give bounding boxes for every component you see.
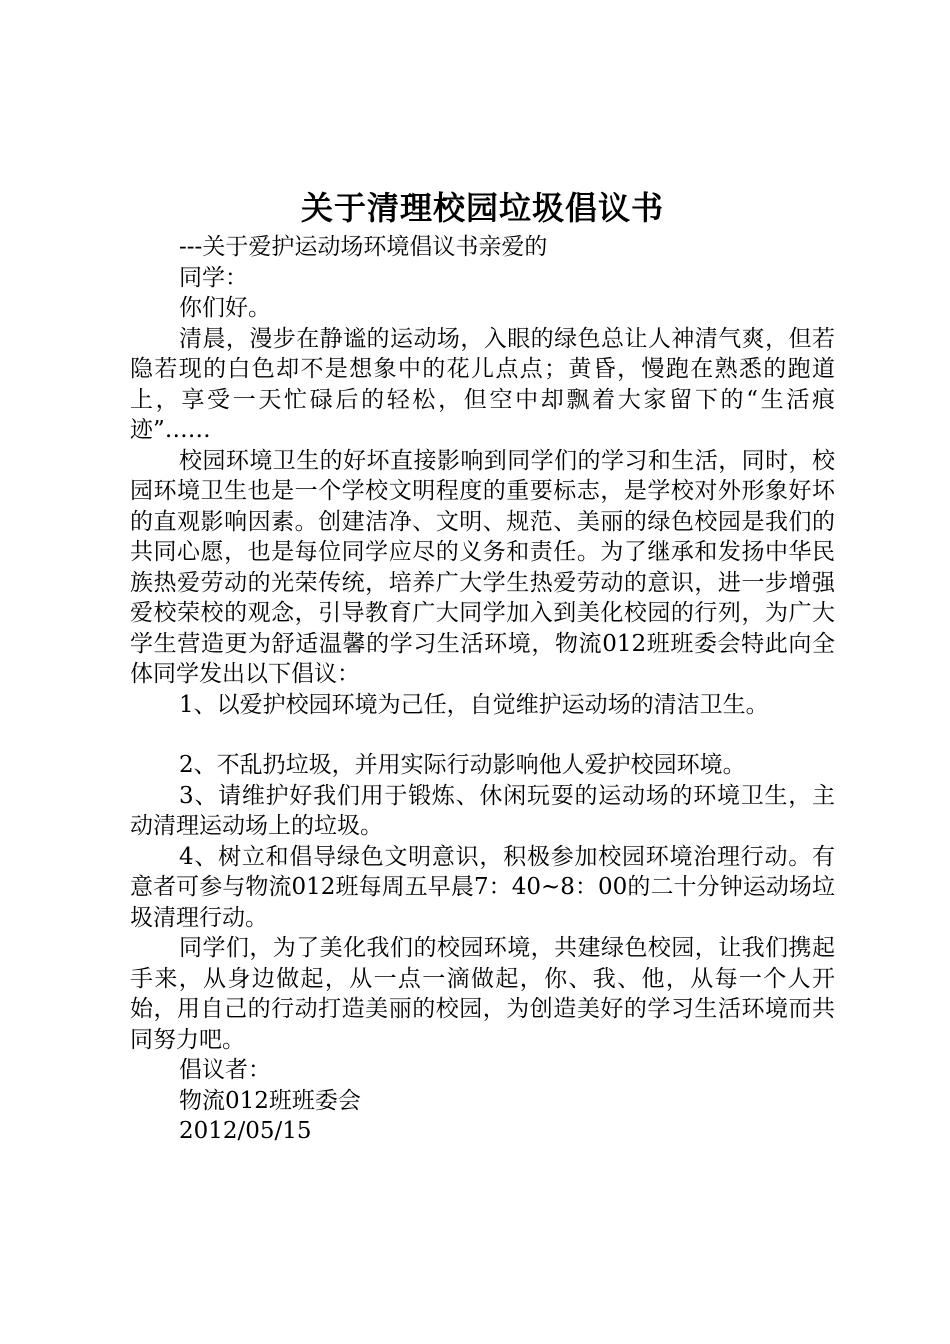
proposal-item: 3、请维护好我们用于锻炼、休闲玩耍的运动场的环境卫生，主动清理运动场上的垃圾。 — [130, 782, 835, 839]
paragraph: 校园环境卫生的好坏直接影响到同学们的学习和生活，同时，校园环境卫生也是一个学校文明程度的重要标志，是学校对外形象好坏的直观影响因素。创建洁净、文明、规范、美丽的绿色校园是我们的共同心愿，也是每位同学应尽的义务和责任。为了继承和发扬中华民族热爱劳动的光荣传统，培养广大学生热爱劳动的意识，进一步增强爱校荣校的观念，引导教育广大同学加入到美化校园的行列，为广大学生营造更为舒适温馨的学习生活环境，物流012班班委会特此向全体同学发出以下倡议： — [130, 447, 835, 687]
blank-line — [130, 720, 835, 750]
document-subtitle: ---关于爱护运动场环境倡议书亲爱的 — [179, 234, 548, 260]
signature-org: 物流012班班委会 — [179, 1087, 361, 1114]
greeting: 你们好。 — [179, 295, 271, 321]
proposal-item: 1、以爱护校园环境为己任，自觉维护运动场的清洁卫生。 — [179, 691, 769, 718]
document-title: 关于清理校园垃圾倡议书 — [300, 189, 664, 227]
closing-paragraph: 同学们，为了美化我们的校园环境，共建绿色校园，让我们携起手来，从身边做起，从一点一滴做起，你、我、他，从每一个人开始，用自己的行动打造美丽的校园，为创造美好的学习生活环境而共同努力吧。 — [130, 935, 835, 1053]
salutation: 同学： — [179, 264, 248, 291]
signature-label: 倡议者： — [179, 1057, 271, 1083]
document-date: 2012/05/15 — [179, 1118, 312, 1144]
proposal-item: 2、不乱扔垃圾，并用实际行动影响他人爱护校园环境。 — [179, 752, 746, 778]
proposal-item: 4、树立和倡导绿色文明意识，积极参加校园环境治理行动。有意者可参与物流012班每周五早晨7：40~8：00的二十分钟运动场垃圾清理行动。 — [130, 843, 835, 931]
document-page — [130, 186, 835, 1147]
paragraph: 清晨，漫步在静谧的运动场，入眼的绿色总让人神清气爽，但若隐若现的白色却不是想象中的花儿点点；黄昏，慢跑在熟悉的跑道上，享受一天忙碌后的轻松，但空中却飘着大家留下的“生活痕迹”…… — [130, 325, 835, 443]
